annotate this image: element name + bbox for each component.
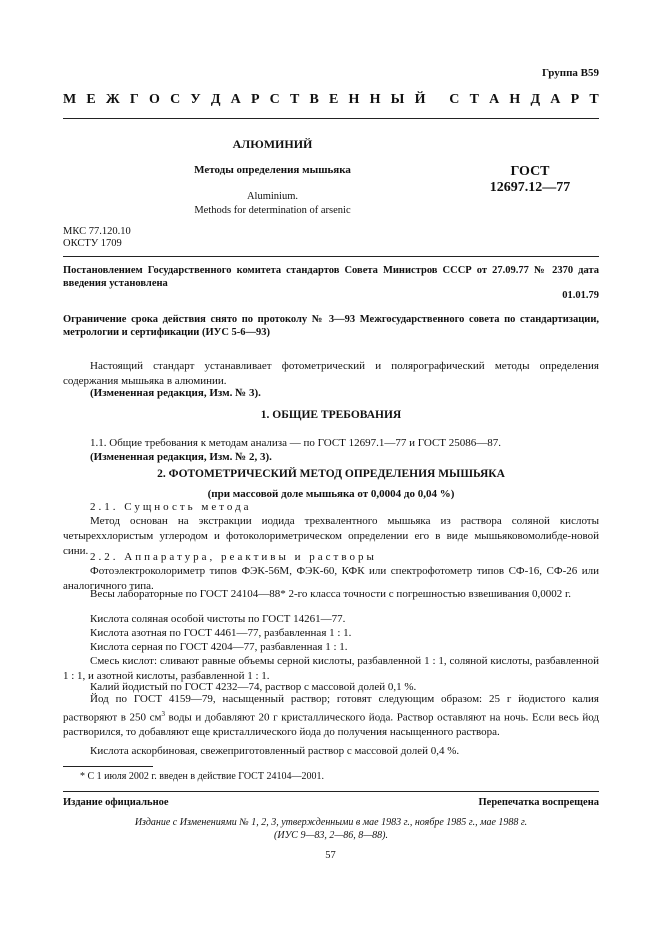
clause-2-1-text: Метод основан на экстракции иодида трехвалентного мышьяка из раствора соляной кислоты четыреххлористым углеродом и фотоколориметрическом определении его в виде мышьяковомолибде-новой сини. bbox=[63, 515, 599, 557]
section1-heading: 1. ОБЩИЕ ТРЕБОВАНИЯ bbox=[260, 409, 402, 421]
banner-letter: А bbox=[550, 92, 561, 107]
banner-letter: А bbox=[489, 92, 500, 107]
banner-letter bbox=[436, 92, 440, 108]
gost-code: 12697.12—77 bbox=[489, 180, 571, 195]
codes-rule bbox=[63, 256, 599, 257]
okstu-code: ОКСТУ 1709 bbox=[63, 238, 122, 249]
reagent-item: Кислота азотная по ГОСТ 4461—77, разбавленная 1 : 1. bbox=[90, 627, 352, 639]
banner-letter: О bbox=[149, 92, 160, 107]
intro-paragraph: Настоящий стандарт устанавливает фотометрический и полярографический методы определения содержания мышьяка в алюминии. bbox=[63, 360, 599, 387]
banner-letter: У bbox=[190, 92, 201, 107]
reagent-item: Смесь кислот: сливают равные объемы серной кислоты, разбавленной 1 : 1, соляной кислоты, разбавленной 1 : 1, и азотной кислоты, разбавленной 1 : 1. bbox=[63, 655, 599, 682]
banner-letter: Е bbox=[86, 92, 96, 107]
english-title bbox=[150, 190, 395, 218]
banner-letter: Д bbox=[530, 92, 541, 107]
banner-letter: Р bbox=[570, 92, 580, 107]
english-title-line1: Aluminium. bbox=[246, 191, 299, 202]
iodine-text-b: воды и добавляют 20 г кристаллического йода. Раствор оставляют на ночь. Если весь йод растворился, то добавляют еще кристаллического йода до получения насыщенного раствора. bbox=[63, 711, 599, 739]
banner-letter: Г bbox=[129, 92, 139, 107]
classification-codes bbox=[63, 226, 131, 250]
footer-rule bbox=[63, 791, 599, 792]
group-code: Группа В59 bbox=[541, 67, 599, 79]
gost-label: ГОСТ bbox=[510, 164, 550, 179]
header-rule bbox=[63, 118, 599, 119]
banner-letter: Н bbox=[509, 92, 521, 107]
decree-date: 01.01.79 bbox=[562, 290, 599, 301]
english-title-line2: Methods for determination of arsenic bbox=[194, 205, 351, 216]
reagent-item: Калий йодистый по ГОСТ 4232—74, раствор с массовой долей 0,1 %. bbox=[90, 681, 417, 693]
equipment-item: Фотоэлектроколориметр типов ФЭК-56М, ФЭК-60, КФК или спектрофотометр типов СФ-16, СФ-26 или аналогичного типа. bbox=[63, 565, 599, 592]
iodine-text-a: Йод по ГОСТ 4159—79, насыщенный раствор; готовят следующим образом: 25 г йодистого калия растворяют в 250 см bbox=[63, 693, 599, 724]
limitation-text: Ограничение срока действия снято по протоколу № 3—93 Межгосударственного совета по стандартизации, метрологии и сертификации (ИУС 5-6—93) bbox=[63, 314, 599, 338]
banner-letter: А bbox=[230, 92, 241, 107]
banner-letter: Ж bbox=[105, 92, 120, 107]
banner-letter: Й bbox=[414, 92, 426, 107]
iodine-item bbox=[63, 692, 599, 740]
footnote-rule bbox=[63, 766, 153, 767]
page-number: 57 bbox=[325, 850, 336, 861]
document-subtitle: Методы определения мышьяка bbox=[194, 164, 351, 176]
official-edition-label: Издание официальное bbox=[63, 797, 169, 808]
footnote: * С 1 июля 2002 г. введен в действие ГОСТ 24104—2001. bbox=[80, 771, 324, 782]
document-title: АЛЮМИНИЙ bbox=[232, 137, 313, 151]
banner-letter: С bbox=[449, 92, 460, 107]
gost-number bbox=[470, 164, 590, 196]
intro-edit-note: (Измененная редакция, Изм. № 3). bbox=[90, 387, 261, 399]
clause-2-2-title: 2.2. Аппаратура, реактивы и растворы bbox=[90, 551, 377, 563]
amendments-line1: Издание с Изменениями № 1, 2, 3, утвержденными в мае 1983 г., ноябре 1985 г., мае 1988 г. bbox=[134, 817, 528, 828]
banner-letter: Е bbox=[329, 92, 339, 107]
banner-letter: С bbox=[269, 92, 280, 107]
equipment-item: Весы лабораторные по ГОСТ 24104—88* 2-го класса точности с погрешностью взвешивания 0,0002 г. bbox=[90, 588, 571, 600]
reagent-item: Кислота серная по ГОСТ 4204—77, разбавленная 1 : 1. bbox=[90, 641, 348, 653]
banner-letter: М bbox=[63, 92, 77, 107]
footer bbox=[63, 797, 599, 808]
banner-letter: Т bbox=[289, 92, 300, 107]
section2-heading: 2. ФОТОМЕТРИЧЕСКИЙ МЕТОД ОПРЕДЕЛЕНИЯ МЫШЬЯКА bbox=[157, 468, 505, 480]
section1-edit-note: (Измененная редакция, Изм. № 2, 3). bbox=[90, 451, 272, 463]
section2-subheading: (при массовой доле мышьяка от 0,0004 до 0,04 %) bbox=[207, 488, 455, 500]
amendments-line2: (ИУС 9—83, 2—86, 8—88). bbox=[274, 830, 388, 841]
banner-letter: Т bbox=[469, 92, 479, 107]
mks-code: МКС 77.120.10 bbox=[63, 226, 131, 237]
iodine-superscript: 3 bbox=[161, 709, 165, 718]
decree-text: Постановлением Государственного комитета стандартов Совета Министров СССР от 27.09.77 № 2370 дата введения установлена bbox=[63, 265, 599, 289]
reagent-item: Кислота соляная особой чистоты по ГОСТ 14261—77. bbox=[90, 613, 346, 625]
banner-letter: Ы bbox=[390, 92, 405, 107]
section1-text: 1.1. Общие требования к методам анализа — по ГОСТ 12697.1—77 и ГОСТ 25086—87. bbox=[90, 437, 502, 449]
banner-letter: Д bbox=[210, 92, 221, 107]
banner-letter: Н bbox=[369, 92, 381, 107]
reprint-prohibited-label: Перепечатка воспрещена bbox=[478, 797, 599, 808]
banner-letter: Р bbox=[250, 92, 260, 107]
banner-letter: С bbox=[170, 92, 181, 107]
banner-letter: Н bbox=[348, 92, 360, 107]
amendments-note bbox=[63, 816, 599, 842]
reagent-item: Кислота аскорбиновая, свежеприготовленный раствор с массовой долей 0,4 %. bbox=[90, 745, 460, 757]
standard-banner bbox=[63, 92, 599, 108]
banner-letter: В bbox=[309, 92, 319, 107]
banner-letter: Т bbox=[589, 92, 599, 107]
clause-2-1-title: 2.1. Сущность метода bbox=[90, 501, 252, 513]
